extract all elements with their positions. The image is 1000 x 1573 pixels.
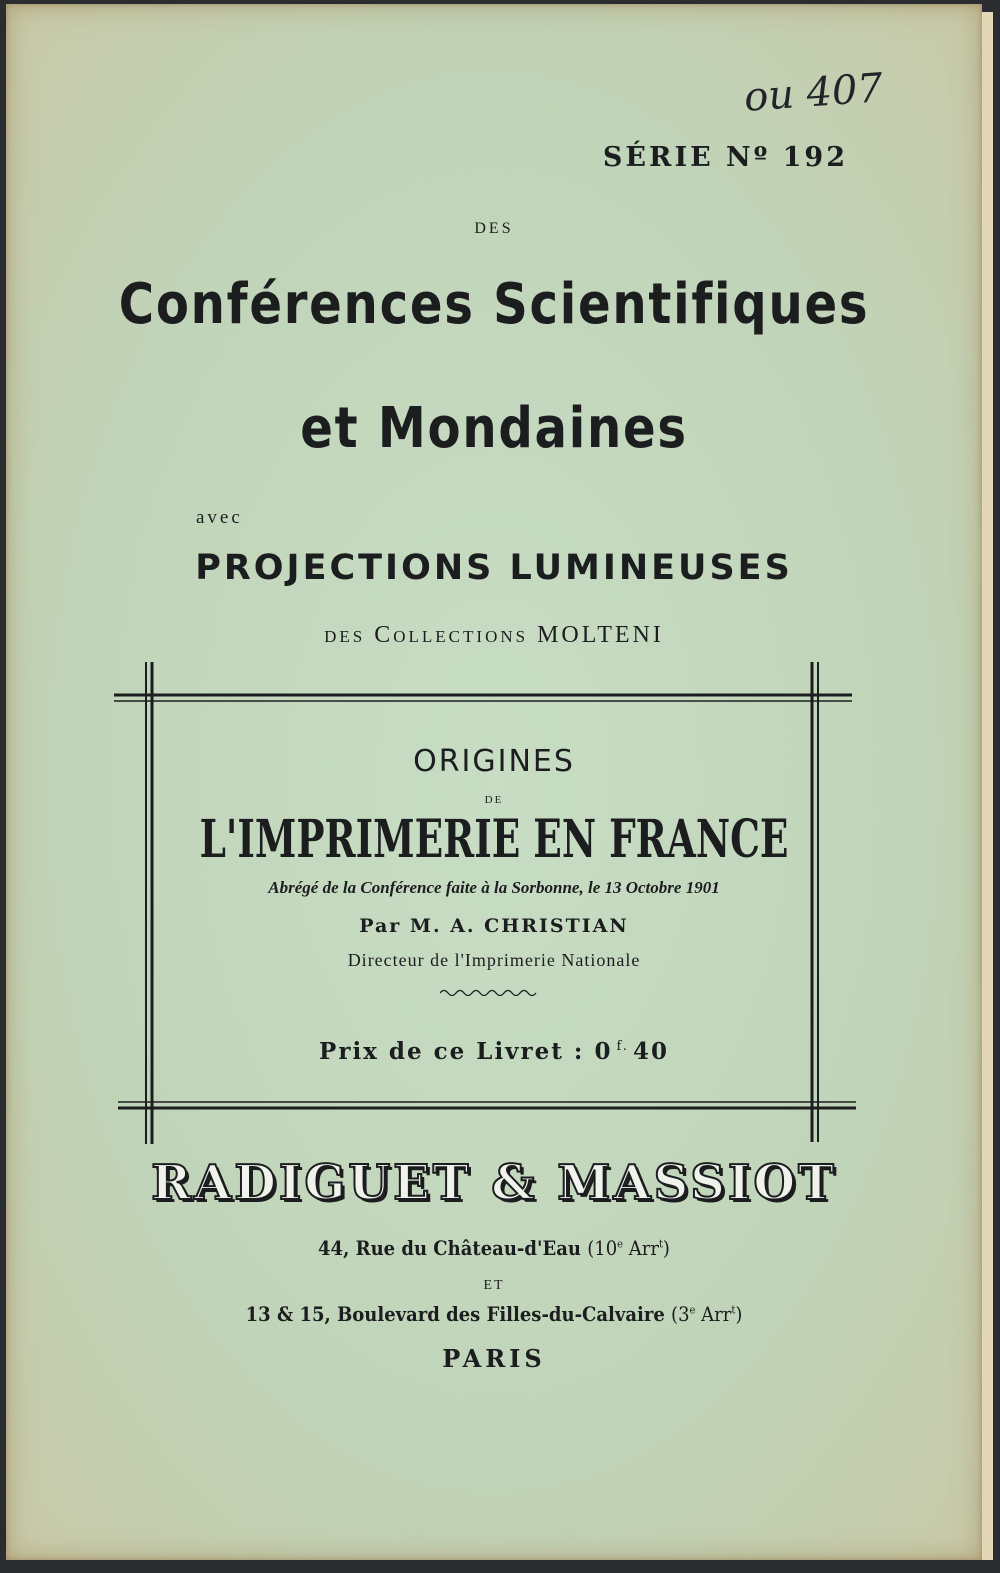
abstract-line: Abrégé de la Conférence faite à la Sorbonne, le 13 Octobre 1901	[268, 878, 720, 897]
price-dec: 40	[632, 1038, 669, 1065]
city-name: PARIS	[442, 1344, 546, 1373]
address-2-arrondissement: (3e Arr$^t$)	[671, 1302, 743, 1326]
price-int: 0	[594, 1038, 613, 1065]
address-1-street: 44, Rue du Château-d'Eau	[318, 1236, 581, 1260]
ornament-divider	[440, 988, 540, 998]
des-label: DES	[474, 220, 514, 237]
title-frame	[6, 4, 982, 1560]
projections-heading: PROJECTIONS LUMINEUSES	[195, 548, 793, 588]
price-line	[6, 1038, 982, 1065]
avec-label: avec	[196, 507, 243, 528]
handwritten-note: ou 407	[742, 65, 885, 121]
price-label: Prix de ce Livret :	[319, 1038, 585, 1065]
booklet-cover	[6, 4, 982, 1560]
price-unit: f.	[616, 1039, 629, 1055]
address-2-street: 13 & 15, Boulevard des Filles-du-Calvaire	[245, 1302, 665, 1326]
address-line-2	[55, 1302, 933, 1326]
author-line: Par M. A. CHRISTIAN	[359, 915, 629, 937]
collections-line: des Collections MOLTENI	[324, 622, 664, 648]
series-number: SÉRIE Nº 192	[602, 142, 848, 173]
address-line-1	[55, 1236, 933, 1260]
address-1-arrondissement: (10e Arr$^t$)	[587, 1236, 670, 1260]
author-role: Directeur de l'Imprimerie Nationale	[347, 950, 641, 970]
title-line-1: Conférences Scientifiques	[118, 272, 870, 337]
publisher-name: RADIGUET & MASSIOT	[151, 1155, 837, 1211]
et-label: ET	[483, 1278, 505, 1293]
de-label: DE	[484, 794, 504, 806]
title-line-2: et Mondaines	[300, 396, 688, 461]
origines-heading: ORIGINES	[413, 744, 575, 779]
main-title: L'IMPRIMERIE EN FRANCE	[199, 809, 789, 870]
